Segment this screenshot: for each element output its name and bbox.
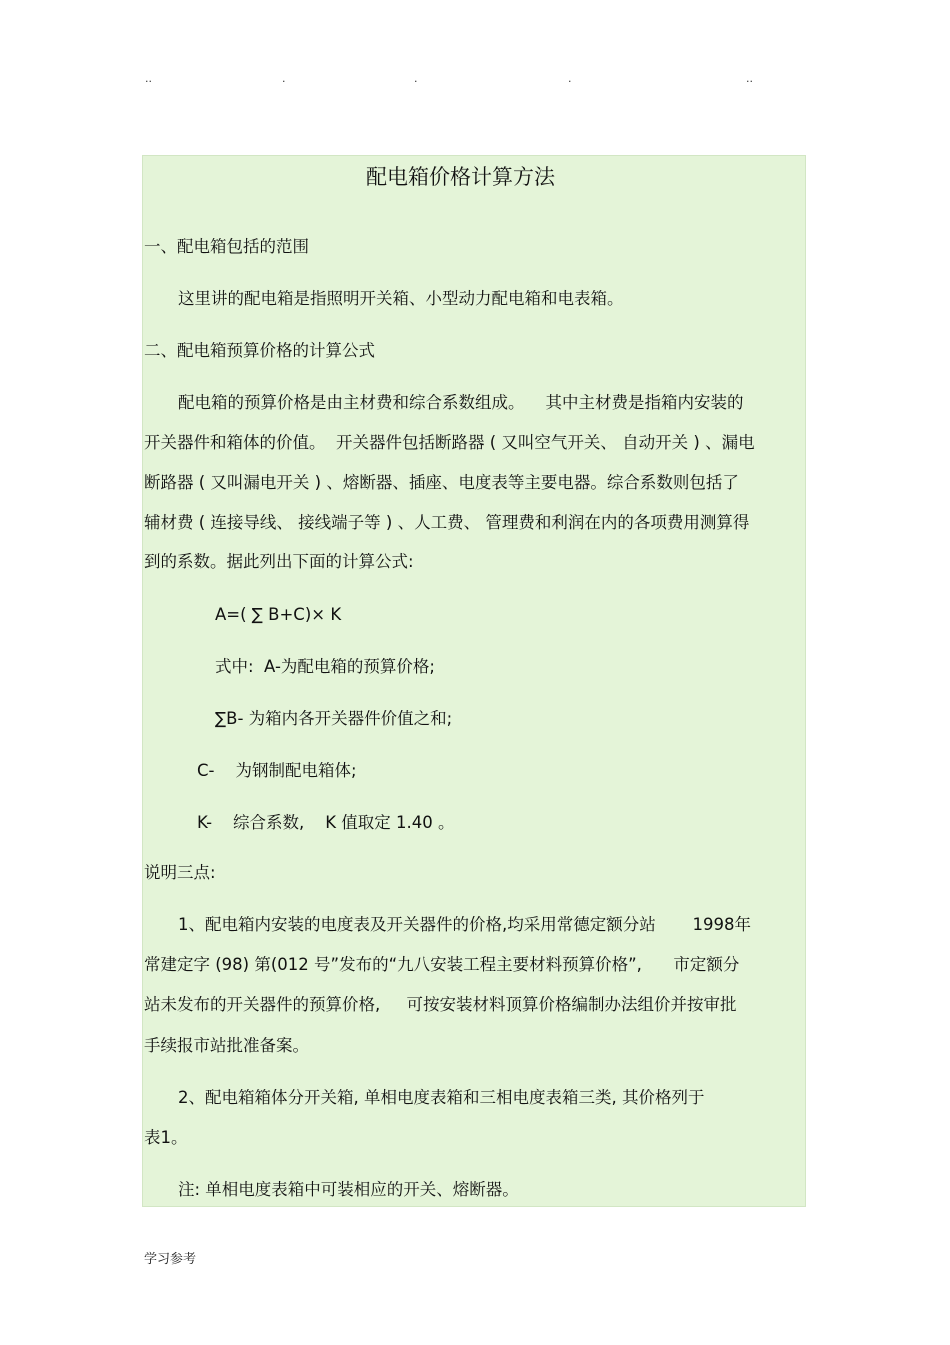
header-mark: . — [568, 72, 572, 85]
paragraph-line: 1、配电箱内安装的电度表及开关器件的价格,均采用常德定额分站 1998年 — [178, 915, 751, 934]
paragraph-line: 表1。 — [144, 1128, 188, 1147]
formula-definition: ∑B- 为箱内各开关器件价值之和; — [215, 709, 453, 728]
header-mark: . — [414, 72, 418, 85]
paragraph-line: 手续报市站批准备案。 — [144, 1036, 309, 1055]
header-mark: . — [282, 72, 286, 85]
paragraph-line: 辅材费 ( 连接导线、 接线端子等 ) 、人工费、 管理费和利润在内的各项费用测算得 — [144, 513, 750, 532]
note-line: 注: 单相电度表箱中可装相应的开关、熔断器。 — [178, 1180, 519, 1199]
paragraph-line: 站未发布的开关器件的预算价格, 可按安装材料顶算价格编制办法组价并按审批 — [144, 995, 737, 1014]
paragraph-line: 这里讲的配电箱是指照明开关箱、小型动力配电箱和电表箱。 — [178, 289, 624, 308]
paragraph-line: 到的系数。据此列出下面的计算公式: — [144, 552, 414, 571]
paragraph-line: 开关器件和箱体的价值。 开关器件包括断路器 ( 又叫空气开关、 自动开关 ) 、漏电 — [144, 433, 755, 452]
formula-definition: C- 为钢制配电箱体; — [197, 761, 357, 780]
paragraph-line: 断路器 ( 又叫漏电开关 ) 、熔断器、插座、电度表等主要电器。综合系数则包括了 — [144, 473, 739, 492]
header-mark: .. — [746, 72, 753, 85]
paragraph-line: 2、配电箱箱体分开关箱, 单相电度表箱和三相电度表箱三类, 其价格列于 — [178, 1088, 705, 1107]
header-mark: .. — [145, 72, 152, 85]
section-heading: 二、配电箱预算价格的计算公式 — [144, 341, 375, 360]
footer-text: 学习参考 — [144, 1252, 197, 1267]
paragraph-line: 常建定字 (98) 第(012 号”发布的“九八安装工程主要材料预算价格”, 市定额分 — [144, 955, 740, 974]
notes-heading: 说明三点: — [144, 863, 216, 882]
formula: A=( ∑ B+C)× K — [215, 605, 342, 624]
paragraph-line: 配电箱的预算价格是由主材费和综合系数组成。 其中主材费是指箱内安装的 — [178, 393, 744, 412]
formula-definition: K- 综合系数, K 值取定 1.40 。 — [197, 813, 455, 832]
section-heading: 一、配电箱包括的范围 — [144, 237, 309, 256]
document-title: 配电箱价格计算方法 — [366, 165, 555, 189]
formula-definition: 式中: A-为配电箱的预算价格; — [215, 657, 435, 676]
